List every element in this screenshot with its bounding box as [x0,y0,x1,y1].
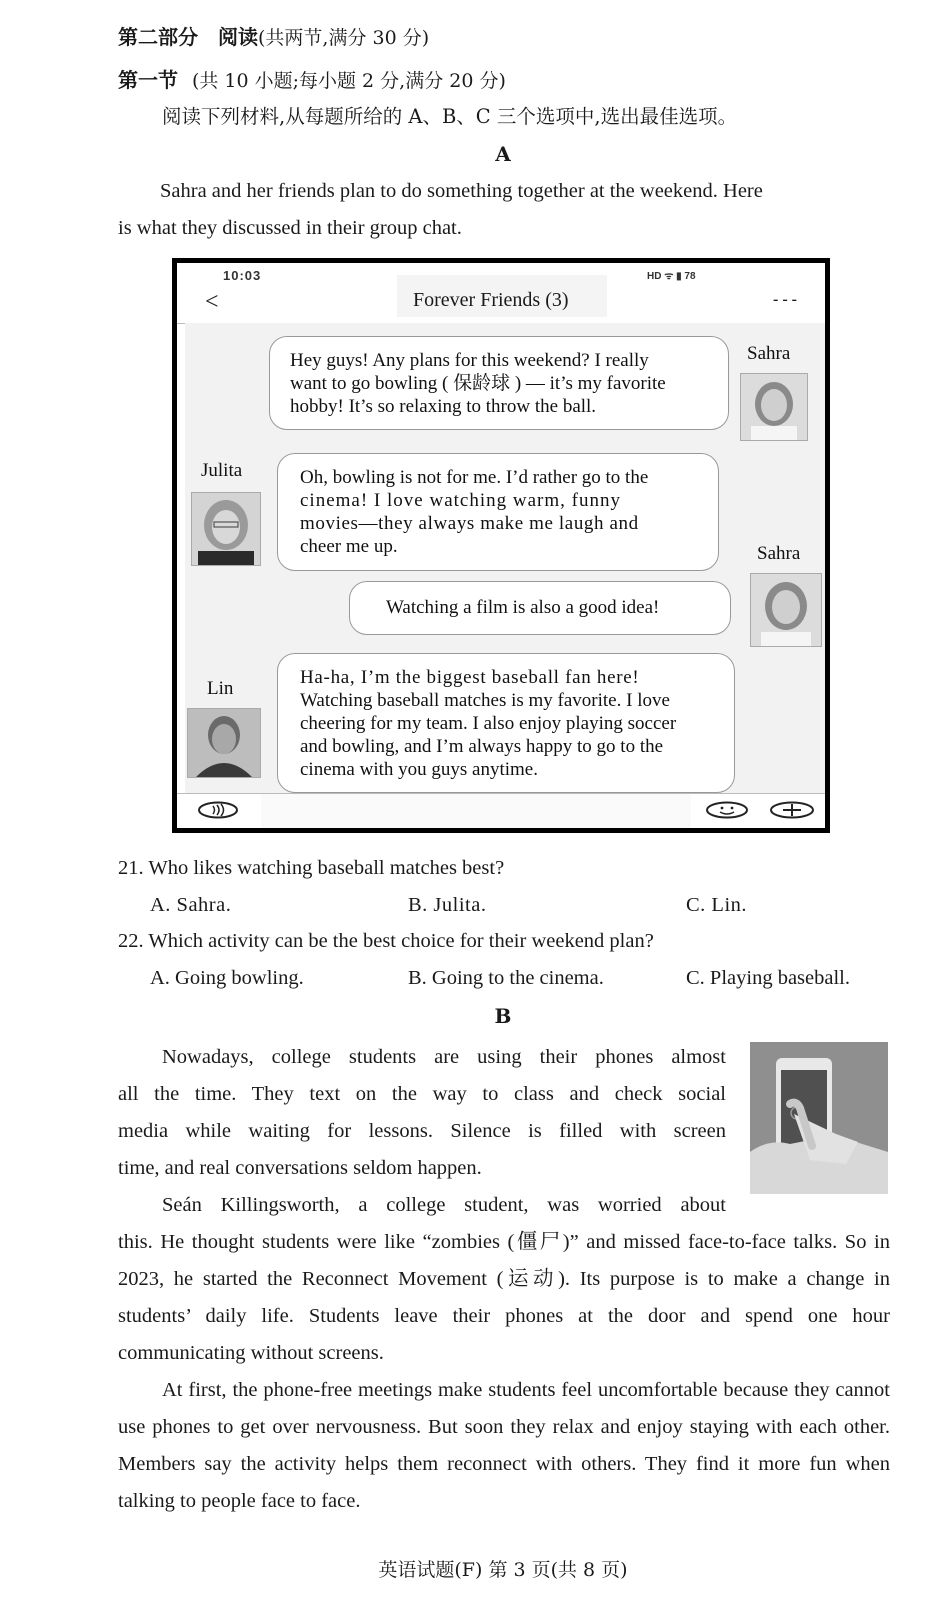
message-line: movies—they always make me laugh and [300,513,639,534]
page-footer: 英语试题(F) 第 3 页(共 8 页) [378,1559,628,1581]
message-bubble [349,581,731,635]
option-c: C. Playing baseball. [686,967,850,989]
voice-icon[interactable] [197,801,239,819]
sender-name: Sahra [747,343,791,364]
section-title: 第一节 [118,68,178,92]
emoji-icon[interactable] [705,801,749,819]
chat-title: Forever Friends (3) [413,289,569,311]
message-bubble [277,653,735,793]
section-note: (共 10 小题;每小题 2 分,满分 20 分) [191,70,506,92]
avatar-julita [191,492,261,566]
message-line: want to go bowling ( 保龄球 ) — it’s my favorite [290,373,666,394]
message-line: Oh, bowling is not for me. I’d rather go to the [300,467,649,488]
text-line: all the time. They text on the way to class and check social [118,1083,726,1105]
passage-b-paragraph-2 [118,1224,890,1520]
message-bubble [277,453,719,571]
text-line: Nowadays, college students are using their phones almost [162,1046,726,1068]
message-line: Hey guys! Any plans for this weekend? I really [290,350,649,371]
back-icon[interactable]: < [205,289,219,315]
sender-name: Lin [207,678,234,699]
status-icons: HD ᯤ ▮ 78 [647,271,696,282]
message-bubble [269,336,729,430]
message-line: and bowling, and I’m always happy to go to the [300,736,664,757]
part-note: (共两节,满分 30 分) [258,27,430,49]
passage-b-label: B [494,1004,512,1028]
passage-b-paragraph-1 [118,1039,726,1224]
avatar-sahra [750,573,822,647]
message-line: cinema with you guys anytime. [300,759,538,780]
chat-messages [185,323,825,803]
group-chat-screenshot [172,258,830,833]
paragraph-text: At first, the phone-free meetings make students feel uncomfortable because they cannot use phones to get over nervousness. But soon they relax and enjoy staying with each other. Members say the activity helps them reconnect with others. They find it more fun when talking to people face to face. [118,1379,890,1512]
message-line: hobby! It’s so relaxing to throw the ball. [290,396,597,417]
avatar-lin [187,708,261,778]
section-heading [118,67,506,94]
sender-name: Sahra [757,543,801,564]
chat-title-bar [177,281,825,324]
option-b: B. Going to the cinema. [408,967,604,989]
message-line: Watching a film is also a good idea! [386,597,660,618]
question-21: 21. Who likes watching baseball matches best? [118,857,505,879]
part-heading [118,24,429,51]
avatar-sahra [740,373,808,441]
passage-a-intro-2: is what they discussed in their group chat. [118,217,462,239]
option-b: B. Julita. [408,894,487,916]
text-line: media while waiting for lessons. Silence is filled with screen [118,1120,726,1142]
option-a: A. Sahra. [150,894,232,916]
message-line: Watching baseball matches is my favorite. I love [300,690,670,711]
status-time: 10:03 [223,268,262,283]
question-22: 22. Which activity can be the best choice for their weekend plan? [118,930,654,952]
sender-name: Julita [201,460,243,481]
option-c: C. Lin. [686,894,748,916]
message-line: cinema! I love watching warm, funny [300,490,621,511]
message-line: cheer me up. [300,536,398,557]
passage-a-intro-1: Sahra and her friends plan to do something together at the weekend. Here [160,180,763,202]
text-line: Seán Killingsworth, a college student, was worried about [162,1194,726,1216]
option-a: A. Going bowling. [150,967,304,989]
add-icon[interactable] [769,801,815,819]
part-title: 第二部分 阅读 [118,25,258,49]
text-line: time, and real conversations seldom happen. [118,1157,482,1179]
message-line: cheering for my team. I also enjoy playing soccer [300,713,677,734]
more-icon[interactable]: - - - [773,291,797,308]
phone-hand-illustration [750,1042,888,1194]
paragraph-text: this. He thought students were like “zombies (僵尸)” and missed face-to-face talks. So in 2023, he started the Reconnect Movement (运动). Its purpose is to make a change in students’ daily life. Students leave their phones at the door and spend one hour communicating without screens. [118,1231,890,1364]
chat-input-bar [177,793,825,828]
message-line: Ha-ha, I’m the biggest baseball fan here! [300,667,640,688]
instruction: 阅读下列材料,从每题所给的 A、B、C 三个选项中,选出最佳选项。 [162,105,738,128]
message-input[interactable] [261,794,691,828]
passage-a-label: A [495,142,511,166]
